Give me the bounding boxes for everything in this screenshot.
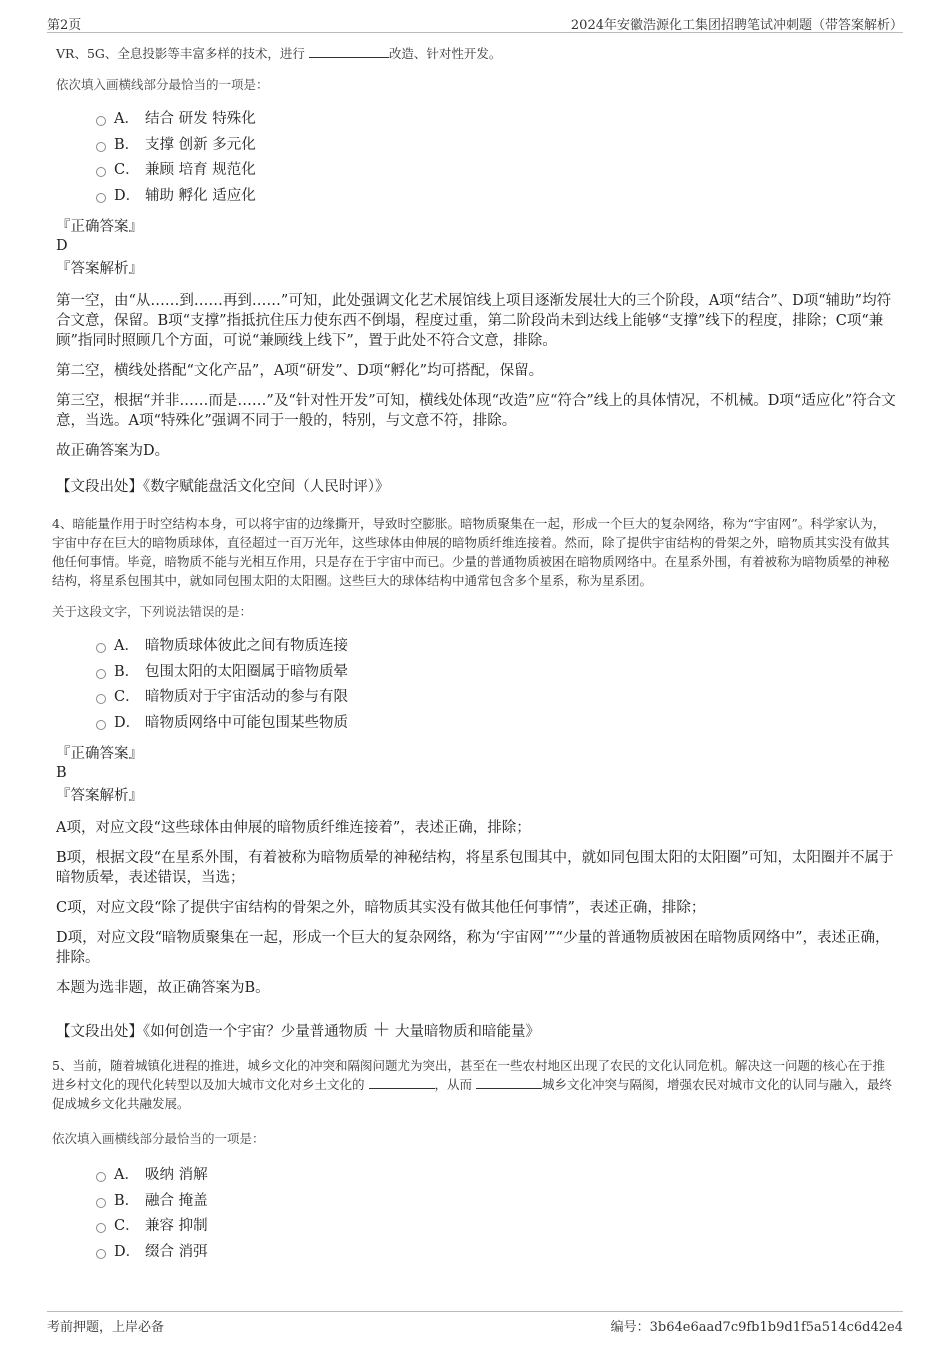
radio-icon[interactable] [96, 1198, 106, 1208]
analysis-paragraph: C项，对应文段“除了提供宇宙结构的骨架之外，暗物质其实没有做其他任何事情”，表述正确，排除； [56, 900, 706, 916]
answer-heading: 『正确答案』 [56, 746, 143, 762]
option-c[interactable]: C． 兼顾 培育 规范化 [96, 158, 896, 184]
option-b[interactable]: B． 融合 掩盖 [96, 1189, 896, 1215]
question-4 [52, 514, 896, 1042]
fill-blank [309, 44, 389, 58]
answer-heading: 『正确答案』 [56, 219, 143, 235]
option-a[interactable]: A． 暗物质球体彼此之间有物质连接 [96, 634, 896, 660]
radio-icon[interactable] [96, 1172, 106, 1182]
option-a[interactable]: A． 结合 研发 特殊化 [96, 107, 896, 133]
options-list [96, 1163, 896, 1265]
analysis-paragraph: B项，根据文段“在星系外围，有着被称为暗物质晕的神秘结构，将星系包围其中，就如同包围太阳的太阳圈”可知，太阳圈并不属于暗物质晕，表述错误，当选； [56, 850, 894, 886]
option-c[interactable]: C． 暗物质对于宇宙活动的参与有限 [96, 685, 896, 711]
radio-icon[interactable] [96, 694, 106, 704]
analysis-paragraph: 第二空，横线处搭配“文化产品”，A项“研发”、D项“孵化”均可搭配，保留。 [56, 363, 544, 379]
analysis-paragraph: 第三空，根据“并非……而是……”及“针对性开发”可知，横线处体现“改造”应“符合”线上的具体情况，不机械。D项“适应化”符合文意，当选。A项“特殊化”强调不同于一般的，特别，与文意不符，排除。 [56, 393, 896, 429]
analysis-heading: 『答案解析』 [56, 788, 143, 804]
radio-icon[interactable] [96, 720, 106, 730]
document-title: 2024年安徽浩源化工集团招聘笔试冲刺题（带答案解析） [570, 18, 903, 33]
analysis-heading: 『答案解析』 [56, 261, 143, 277]
page-header [47, 12, 903, 33]
analysis-paragraph: D项，对应文段“暗物质聚集在一起，形成一个巨大的复杂网络，称为‘宇宙网’”“少量的普通物质被困在暗物质网络中”，表述正确，排除。 [56, 930, 890, 966]
page-footer [47, 1311, 903, 1334]
question-stem: 4、暗能量作用于时空结构本身，可以将宇宙的边缘撕开，导致时空膨胀。暗物质聚集在一起，形成一个巨大的复杂网络，称为“宇宙网”。科学家认为，宇宙中存在巨大的暗物质球体，直径超过一百万光年，这些球体由伸展的暗物质纤维连接着。然而，除了提供宇宙结构的骨架之外，暗物质其实没有做其他任何事情。毕竟，暗物质不能与光相互作用，只是存在于宇宙中而已。少量的普通物质被困在暗物质网络中。在星系外围，有着被称为暗物质晕的神秘结构，将星系包围其中，就如同包围太阳的太阳圈。这些巨大的球体结构中通常包含多个星系，称为星系团。 [52, 516, 890, 588]
radio-icon[interactable] [96, 1249, 106, 1259]
question-prompt: 依次填入画横线部分最恰当的一项是： [56, 77, 269, 92]
radio-icon[interactable] [96, 669, 106, 679]
option-b[interactable]: B． 包围太阳的太阳圈属于暗物质晕 [96, 660, 896, 686]
radio-icon[interactable] [96, 1223, 106, 1233]
page-content [52, 40, 896, 1265]
option-b[interactable]: B． 支撑 创新 多元化 [96, 133, 896, 159]
correct-answer: D [56, 238, 68, 254]
question-prompt: 关于这段文字，下列说法错误的是： [52, 604, 253, 619]
question-3 [56, 44, 896, 496]
question-stem: 5、当前，随着城镇化进程的推进，城乡文化的冲突和隔阂问题尤为突出，甚至在一些农村地区出现了农民的文化认同危机。解决这一问题的核心在于推进乡村文化的现代化转型以及加大城市文化对乡土文化的 ，从而 城乡文化冲突与隔阂，增强农民对城市文化的认同与融入，最终促成城乡文化共融发展。 [52, 1058, 893, 1111]
radio-icon[interactable] [96, 116, 106, 126]
option-c[interactable]: C． 兼容 抑制 [96, 1214, 896, 1240]
analysis-paragraph: 本题为选非题，故正确答案为B。 [56, 980, 270, 996]
source-citation: 【文段出处】《如何创造一个宇宙？少量普通物质 ＋ 大量暗物质和暗能量》 [56, 1020, 540, 1041]
analysis-paragraph: 故正确答案为D。 [56, 443, 170, 459]
source-citation: 【文段出处】《数字赋能盘活文化空间（人民时评）》 [56, 479, 390, 495]
question-5 [52, 1056, 896, 1265]
option-d[interactable]: D． 暗物质网络中可能包围某些物质 [96, 711, 896, 737]
radio-icon[interactable] [96, 142, 106, 152]
radio-icon[interactable] [96, 643, 106, 653]
question-stem: VR、5G、全息投影等丰富多样的技术，进行 改造、针对性开发。 [56, 46, 502, 61]
option-a[interactable]: A． 吸纳 消解 [96, 1163, 896, 1189]
plus-sign: ＋ [372, 1020, 391, 1041]
options-list [96, 107, 896, 209]
options-list [96, 634, 896, 736]
fill-blank [369, 1075, 435, 1089]
footer-slogan: 考前押题，上岸必备 [47, 1320, 165, 1335]
analysis-paragraph: 第一空，由“从……到……再到……”可知，此处强调文化艺术展馆线上项目逐渐发展壮大的三个阶段，A项“结合”、D项“辅助”均符合文意，保留。B项“支撑”指抵抗住压力使东西不倒塌，程度过重，第二阶段尚未到达线上能够“支撑”线下的程度，排除；C项“兼顾”指同时照顾几个方面，可说“兼顾线上线下”，置于此处不符合文意，排除。 [56, 293, 892, 349]
question-prompt: 依次填入画横线部分最恰当的一项是： [52, 1131, 265, 1146]
radio-icon[interactable] [96, 193, 106, 203]
radio-icon[interactable] [96, 167, 106, 177]
document-id: 编号：3b64e6aad7c9fb1b9d1f5a514c6d42e4 [610, 1320, 903, 1335]
analysis-paragraph: A项，对应文段“这些球体由伸展的暗物质纤维连接着”，表述正确，排除； [56, 820, 531, 836]
option-d[interactable]: D． 缀合 消弭 [96, 1240, 896, 1266]
correct-answer: B [56, 765, 67, 781]
page-number: 第2页 [47, 18, 82, 33]
fill-blank [476, 1075, 542, 1089]
option-d[interactable]: D． 辅助 孵化 适应化 [96, 184, 896, 210]
